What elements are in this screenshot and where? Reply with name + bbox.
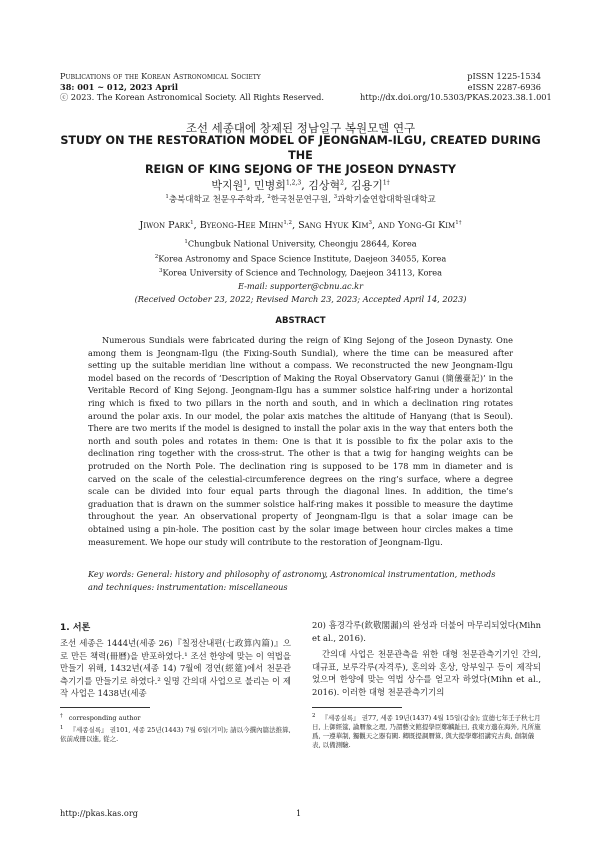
- author-ko-1: 박지원: [211, 179, 244, 192]
- aff-ko-3-sup: 3: [333, 194, 338, 201]
- author-en-4-sup: 1†: [455, 220, 462, 226]
- copyright-line: ⓒ 2023. The Korean Astronomical Society. All Rights Reserved.: [60, 92, 324, 102]
- author-en-2-sup: 1,2: [283, 220, 293, 226]
- corresponding-mark: †: [60, 713, 63, 719]
- received-dates: (Received October 23, 2022; Revised March 23, 2023; Accepted April 14, 2023): [134, 293, 467, 304]
- title-korean: 조선 세종대에 창제된 정남일구 복원모델 연구: [185, 121, 416, 135]
- author-ko-1-sup: 1: [243, 179, 248, 187]
- footnote-2-mark: 2: [312, 713, 316, 719]
- author-ko-2: 민병희: [254, 179, 286, 192]
- author-en-1-sup: 1: [190, 220, 194, 226]
- aff-en-1: Chungbuk National University, Cheongju 28644, Korea: [187, 238, 417, 249]
- authors-english: Jiwon Park$^1$, Byeong-Hee Mihn$^{1,2}$, Sang Hyuk Kim$^3$, and Yong-Gi Kim$^{1\dagger}$: [139, 220, 462, 232]
- author-ko-4-sup: 1†: [382, 179, 390, 187]
- title-english-line1: STUDY ON THE RESTORATION MODEL OF JEONGNAM-ILGU, CREATED DURING THE: [60, 134, 541, 162]
- title-english-line2: REIGN OF KING SEJONG OF THE JOSEON DYNASTY: [144, 163, 457, 176]
- abstract-text: Numerous Sundials were fabricated during the reign of King Sejong of the Joseon Dynasty. One among them is Jeongnam-Ilgu (the Fixing-South Sundial), where the time can be measured after setting up the suitable meridian line without a compass. We reconstructed the new Jeongnam-Ilgu model based on the records of ‘Description of Making the Royal Observatory Ganui (簡儀臺記)’ in the Veritable Record of King Sejong. Jeongnam-Ilgu has a summer solstice half-ring under a horizontal ring which is fixed to two pillars in the north and south, and in which a declination ring rotates around the polar axis. In our model, the polar axis matches the altitude of Hanyang (that is Seoul). There are two merits if the model is designed to install the polar axis in the way that enters both the north and south poles and rotates in them: One is that it is possible to fix the polar axis to the declination ring together with the cross-strut. The other is that a twig for hanging weights can be protruded on the North Pole. The declination ring is supposed to be 178 mm in diameter and is carved on the scale of the celestial-circumference degrees on the ring’s surface, where a degree scale can be divided into four equal parts through the diagonal lines. In addition, the time’s graduation that is drawn on the summer solstice half-ring makes it possible to measure the daytime throughout the year. An observational property of Jeongnam-Ilgu is that a solar image can be obtained using a pin-hole. The position cast by the solar image between hour circles makes a time measurement. We hope our study will contribute to the restoration of Jeongnam-Ilgu.: [88, 335, 513, 547]
- section-title: 1. 서론: [60, 623, 91, 633]
- author-ko-4: 김용기: [350, 179, 383, 192]
- volume-line: 38: 001 ~ 012, 2023 April: [60, 81, 178, 92]
- issn-block: [360, 71, 552, 103]
- aff-en-2-line: [60, 251, 541, 266]
- footer-url[interactable]: http://pkas.kas.org: [60, 808, 138, 818]
- aff-en-1-line: [60, 236, 541, 251]
- body-left-column: 조선 세종은 1444년(세종 26)『칠정산내편(七政算內篇)』으로 만든 책력(冊曆)을 반포하였다.¹ 조선 한양에 맞는 이 역법을 만들기 위해, 1432년(세종 14) 7월에 경연(經筵)에서 천문관측기기를 만들기로 하였다.² 일명 간의대 사업으로 불리는 이 제작 사업은 1438년(세종: [60, 638, 291, 699]
- author-en-3-sup: 3: [368, 220, 372, 226]
- email[interactable]: E-mail: supporter@cbnu.ac.kr: [237, 280, 364, 291]
- footnote-1-text: 『세종실록』 권101, 세종 25년(1443) 7월 6일(기미); 請以今撰內篇法推算, 依前成冊以進, 從之.: [60, 726, 291, 744]
- authors-korean: 박지원$^1$, 민병희$^{1,2,3}$, 김상혁$^2$, 김용기$^{1\dagger}$: [211, 179, 390, 192]
- author-ko-3: 김상혁: [308, 179, 341, 192]
- title-english: [60, 134, 541, 178]
- aff-en-3: Korea University of Science and Technology, Daejeon 34113, Korea: [162, 268, 443, 279]
- pissn: pISSN 1225-1534: [467, 71, 541, 81]
- body-right-column-paragraph: 간의대 사업은 천문관측을 위한 대형 천문관측기기인 간의, 대규표, 보루각루(자격루), 혼의와 혼상, 앙부일구 등이 제작되었으며 한양에 맞는 역법 상수를 얻고자 하였다(Mihn et al., 2016). 이러한 대형 천문관측기기의: [312, 649, 541, 697]
- aff-ko-1: 충북대학교 천문우주학과,: [168, 195, 268, 205]
- journal-name: Publications of the Korean Astronomical Society: [60, 71, 261, 81]
- aff-ko-3: 과학기술연합대학원대학교: [337, 195, 436, 205]
- author-en-1: Jiwon Park: [139, 220, 191, 232]
- aff-en-2: Korea Astronomy and Space Science Institute, Daejeon 34055, Korea: [158, 253, 447, 264]
- footnote-1: [60, 724, 291, 744]
- corresponding-text: corresponding author: [68, 714, 141, 723]
- footnote-1-mark: 1: [60, 725, 64, 731]
- authors-en-and: , and: [372, 220, 398, 232]
- aff-en-3-line: [60, 265, 541, 280]
- affiliations-english: [60, 236, 541, 306]
- footnote-rule-left: [60, 707, 150, 708]
- footnote-2-text: 『세종실록』 권77, 세종 19년(1437) 4월 15일(갑술); 宣德七年壬子秋七月日, 上御經筵, 論曆象之理, 乃謂藝文館提學臣鄭麟趾曰, 我東方邈在海外, 凡所施爲, 一遵華制, 獨觀天之器有闕. 卿既提調曆算, 與大提學鄭招講究古典, 創制儀表, 以備測驗.: [312, 714, 541, 750]
- journal-header: [60, 71, 360, 103]
- abstract-heading: ABSTRACT: [275, 316, 326, 326]
- author-en-2: Byeong-Hee Mihn: [199, 220, 284, 232]
- author-ko-2-sup: 1,2,3: [285, 179, 302, 187]
- author-ko-3-sup: 2: [340, 179, 344, 187]
- aff-en-2-sup: 2: [154, 253, 159, 260]
- aff-ko-2-sup: 2: [267, 194, 271, 201]
- corresponding-footnote: [60, 712, 291, 723]
- affiliations-korean: [60, 193, 541, 205]
- page-number: 1: [296, 808, 302, 818]
- body-right-column-top: 20) 흠경각루(欽敬閣漏)의 완성과 더불어 마무리되었다(Mihn et al., 2016).: [312, 620, 541, 643]
- author-en-3: Sang Hyuk Kim: [298, 220, 369, 232]
- aff-ko-2: 한국천문연구원,: [270, 195, 334, 205]
- footnote-2: [312, 712, 541, 750]
- footnote-rule-right: [312, 707, 402, 708]
- keywords: Key words: General: history and philosophy of astronomy, Astronomical instrumentation, methods and techniques: instrumentation: miscellaneous: [88, 569, 496, 592]
- aff-en-3-sup: 3: [158, 268, 163, 275]
- aff-en-1-sup: 1: [184, 239, 188, 245]
- aff-ko-1-sup: 1: [165, 194, 169, 201]
- author-en-4: Yong-Gi Kim: [397, 220, 456, 232]
- eissn: eISSN 2287-6936: [467, 81, 541, 92]
- doi-link[interactable]: http://dx.doi.org/10.5303/PKAS.2023.38.1.001: [360, 92, 552, 102]
